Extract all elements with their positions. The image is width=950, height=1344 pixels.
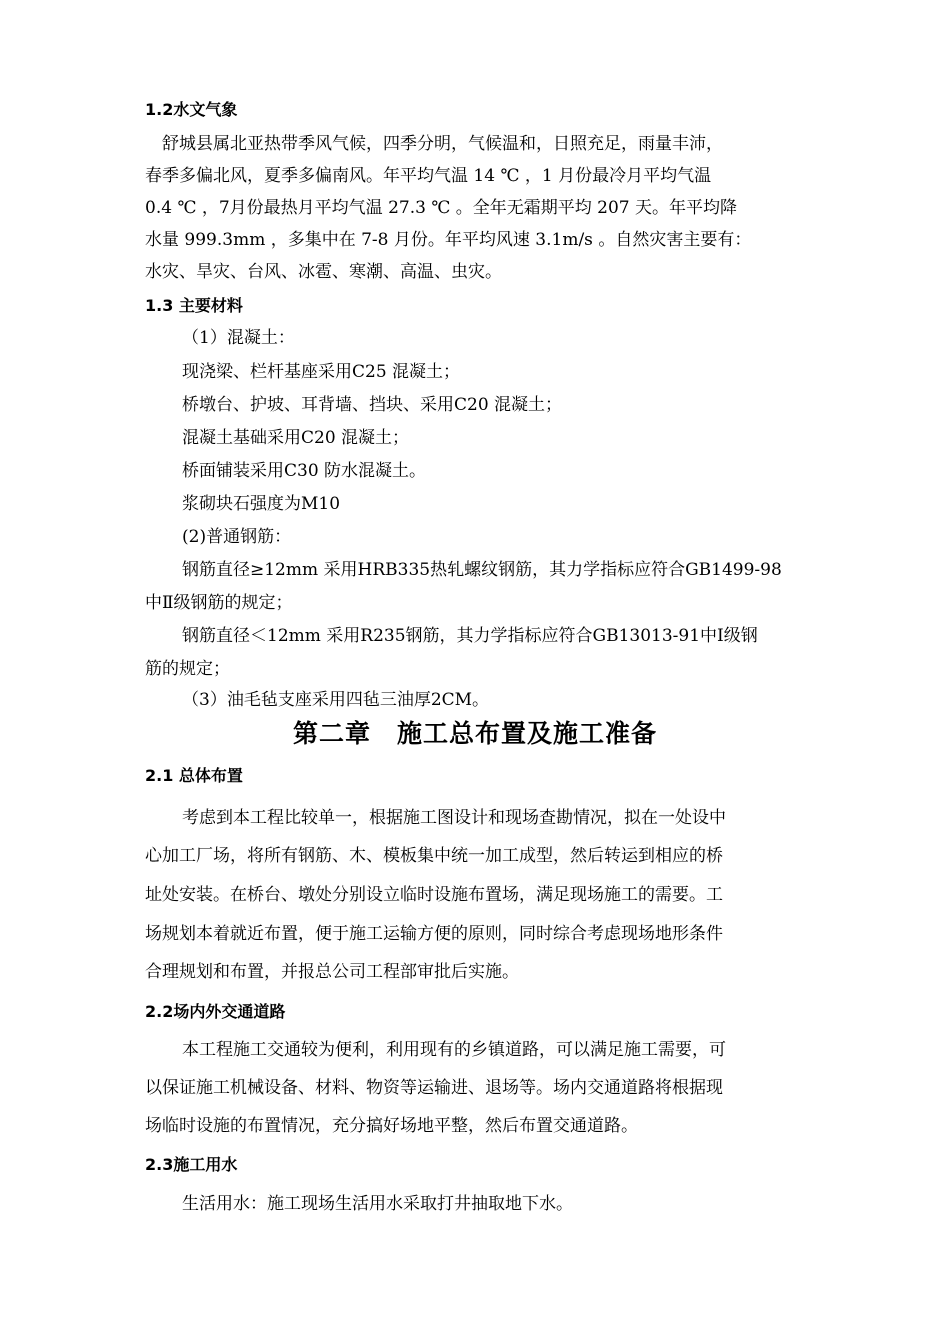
paragraph-line: 场临时设施的布置情况，充分搞好场地平整，然后布置交通道路。 xyxy=(145,1116,638,1136)
list-item: （3）油毛毡支座采用四毡三油厚2CM。 xyxy=(182,690,490,710)
paragraph-line: 春季多偏北风，夏季多偏南风。年平均气温 14 ℃ ，1 月份最冷月平均气温 xyxy=(145,166,712,186)
paragraph-line: 合理规划和布置，并报总公司工程部审批后实施。 xyxy=(145,962,519,982)
paragraph-line: 生活用水：施工现场生活用水采取打井抽取地下水。 xyxy=(182,1194,573,1214)
section-heading-1-3: 1.3 主要材料 xyxy=(145,296,243,315)
section-heading-2-2: 2.2场内外交通道路 xyxy=(145,1002,286,1021)
list-item: 浆砌块石强度为M10 xyxy=(182,494,341,514)
paragraph-line: 舒城县属北亚热带季风气候，四季分明，气候温和，日照充足，雨量丰沛， xyxy=(145,134,723,154)
list-item: 桥墩台、护坡、耳背墙、挡块、采用C20 混凝土； xyxy=(182,395,563,415)
paragraph-line: 水量 999.3mm ，多集中在 7-8 月份。年平均风速 3.1m/s 。自然灾害主要有： xyxy=(145,230,752,250)
list-item: （1）混凝土： xyxy=(182,328,295,348)
paragraph-line: 场规划本着就近布置，便于施工运输方便的原则，同时综合考虑现场地形条件 xyxy=(145,924,723,944)
paragraph-line: 以保证施工机械设备、材料、物资等运输进、退场等。场内交通道路将根据现 xyxy=(145,1078,723,1098)
list-item: 钢筋直径≥12mm 采用HRB335热轧螺纹钢筋，其力学指标应符合GB1499-98 xyxy=(182,560,782,580)
list-item: 现浇梁、栏杆基座采用C25 混凝土； xyxy=(182,362,461,382)
paragraph-line: 0.4 ℃ ，7月份最热月平均气温 27.3 ℃ 。全年无霜期平均 207 天。年平均降 xyxy=(145,198,738,218)
section-heading-2-3: 2.3施工用水 xyxy=(145,1155,238,1174)
chapter-title: 第二章 施工总布置及施工准备 xyxy=(292,719,657,748)
list-item: 筋的规定； xyxy=(145,659,230,679)
section-heading-2-1: 2.1 总体布置 xyxy=(145,766,243,785)
list-item: 钢筋直径＜12mm 采用R235钢筋，其力学指标应符合GB13013-91中Ⅰ级钢 xyxy=(182,626,758,646)
paragraph-line: 本工程施工交通较为便利，利用现有的乡镇道路，可以满足施工需要，可 xyxy=(182,1040,726,1060)
section-heading-1-2: 1.2水文气象 xyxy=(145,100,238,119)
paragraph-line: 心加工厂场，将所有钢筋、木、模板集中统一加工成型，然后转运到相应的桥 xyxy=(145,846,723,866)
paragraph-line: 考虑到本工程比较单一，根据施工图设计和现场查勘情况，拟在一处设中 xyxy=(182,808,726,828)
list-item: 桥面铺装采用C30 防水混凝土。 xyxy=(182,461,427,481)
paragraph-line: 址处安装。在桥台、墩处分别设立临时设施布置场，满足现场施工的需要。工 xyxy=(145,885,723,905)
paragraph-line: 水灾、旱灾、台风、冰雹、寒潮、高温、虫灾。 xyxy=(145,262,502,282)
list-item: (2)普通钢筋： xyxy=(182,527,292,547)
list-item: 混凝土基础采用C20 混凝土； xyxy=(182,428,410,448)
list-item: 中Ⅱ级钢筋的规定； xyxy=(145,593,293,613)
